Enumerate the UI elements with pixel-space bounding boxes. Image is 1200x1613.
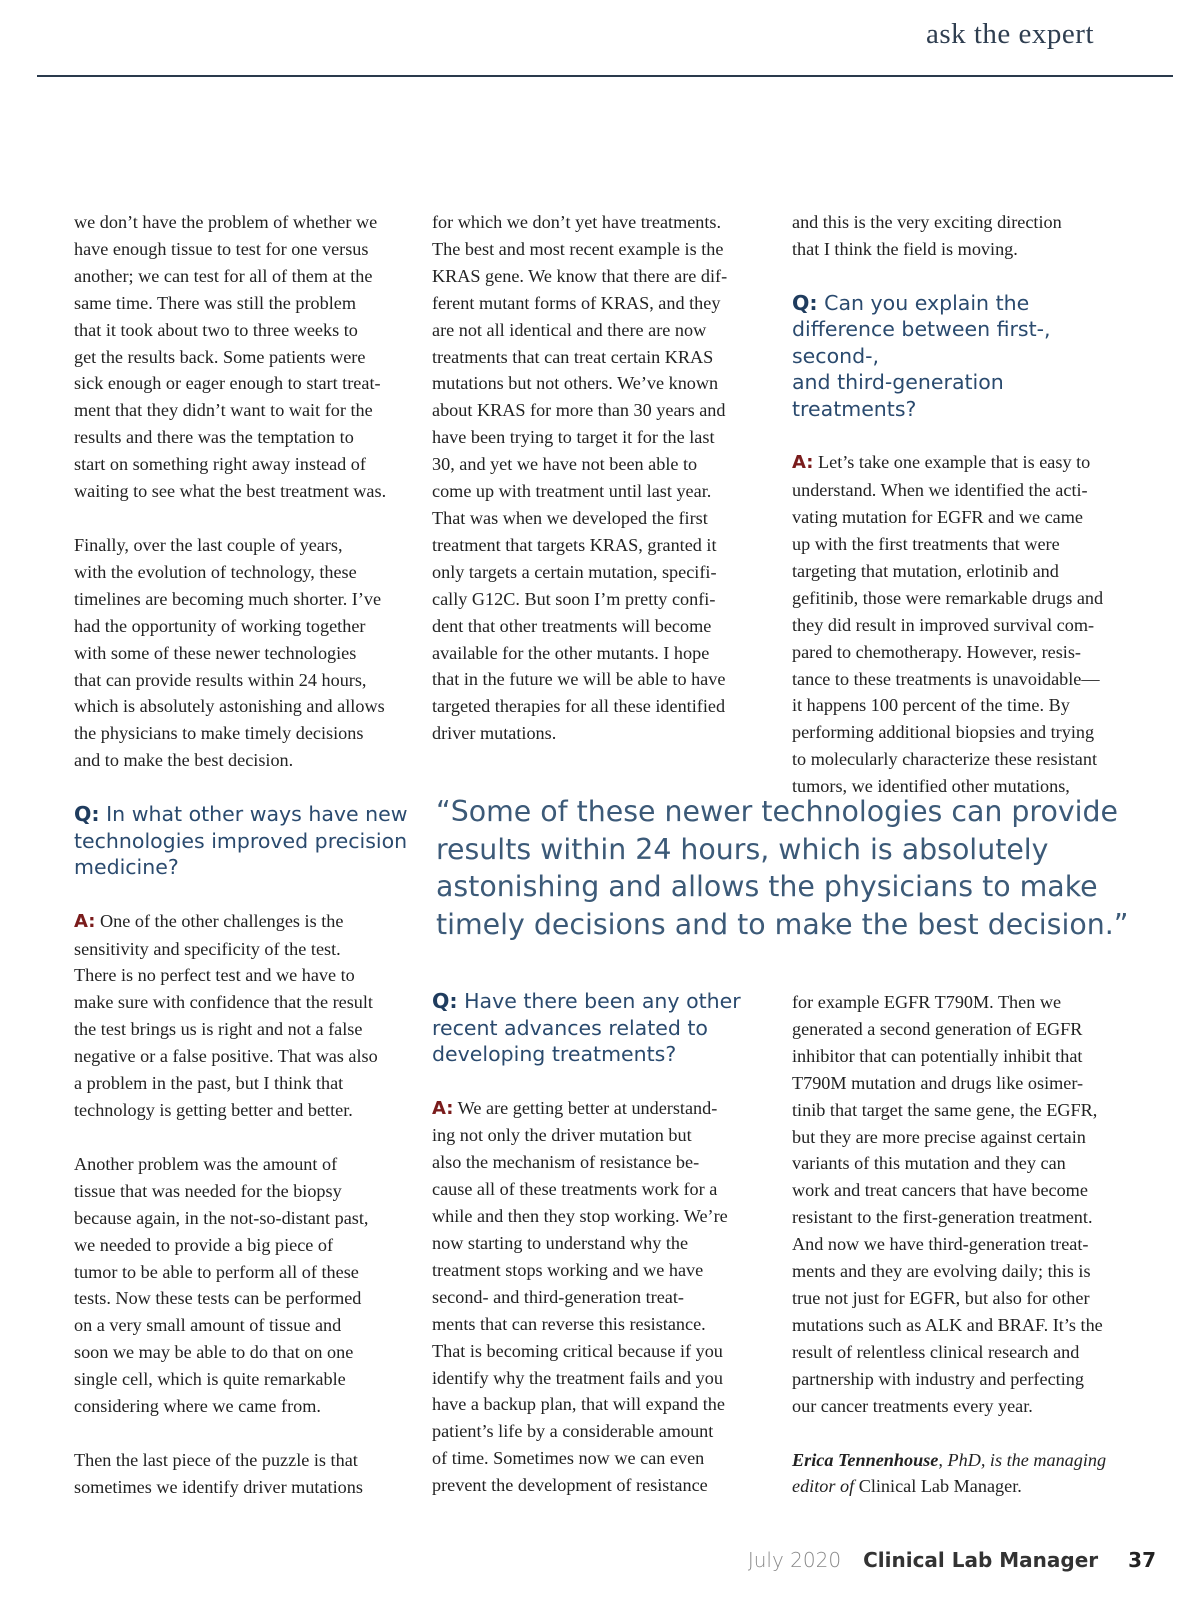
- pull-quote: “Some of these newer technologies can provide results within 24 hours, which is absolutely astonishing and allows the physicians to make timely decisions and to make the best decision.”: [436, 795, 1129, 941]
- answer-text: We are getting better at understand- ing not only the driver mutation but also the mechanism of resistance be- cause all of these treatments work for a while and then they stop working. We’re now starting to understand why the treatment stops working and we have second- and third-generation treat- ments that can reverse this resistance. That is becoming critical because if you identify why the treatment fails and you have a backup plan, that will expand the patient’s life by a considerable amount of time. Sometimes now we can even prevent the development of resistance: [432, 1097, 728, 1496]
- question-heading: [792, 290, 1128, 423]
- paragraph: we don’t have the problem of whether we have enough tissue to test for one versus another; we can test for all of them at the same time. There was still the problem that it took about two to three weeks to get the results back. Some patients were sick enough or eager enough to start treat- ment that they didn’t want to wait for the results and there was the temptation to start on something right away instead of waiting to see what the best treatment was.: [74, 212, 387, 502]
- column-2-bottom: [432, 988, 768, 1499]
- paragraph: and this is the very exciting direction that I think the field is moving.: [792, 212, 1062, 259]
- answer-text: Let’s take one example that is easy to understand. When we identified the acti- vating mutation for EGFR and we came up with the first treatments that were targeting that mutation, erlotinib and gefitinib, those were remarkable drugs and they did result in improved survival com- pared to chemotherapy. However, resis- tance to these treatments is unavoidable— it happens 100 percent of the time. By performing additional biopsies and trying to molecularly characterize these resistant tumors, we identified other mutations,: [792, 452, 1104, 797]
- answer-text: One of the other challenges is the sensitivity and specificity of the test. There is no perfect test and we have to make sure with confidence that the result the test brings us is right and not a false negative or a false positive. That was also a problem in the past, but I think that technology is getting better and better.: [74, 910, 378, 1120]
- paragraph: Then the last piece of the puzzle is that sometimes we identify driver mutations: [74, 1449, 363, 1497]
- answer-label: A:: [792, 452, 814, 474]
- answer-paragraph: [74, 908, 410, 1124]
- column-2-top: [432, 209, 768, 747]
- header-rule: [37, 75, 1173, 77]
- section-title: ask the expert: [925, 18, 1094, 50]
- question-heading: [432, 988, 768, 1068]
- question-label: Q:: [74, 802, 100, 827]
- answer-label: A:: [74, 910, 96, 932]
- answer-paragraph: [432, 1095, 768, 1500]
- publication-name: Clinical Lab Manager.: [858, 1476, 1022, 1497]
- question-label: Q:: [432, 989, 458, 1013]
- paragraph: Finally, over the last couple of years, with the evolution of technology, these timelines are becoming much shorter. I’ve had the opportunity of working together with some of these newer technologies that can provide results within 24 hours, which is absolutely astonishing and allows the physicians to make timely decisions and to make the best decision.: [74, 534, 385, 771]
- column-1: [74, 209, 410, 1501]
- magazine-name: Clinical Lab Manager: [863, 1548, 1099, 1572]
- paragraph: for which we don’t yet have treatments. The best and most recent example is the KRAS gene. We know that there are dif- ferent mutant forms of KRAS, and they are not all identical and there are now treatments that can treat certain KRAS mutations but not others. We’ve known about KRAS for more than 30 years and have been trying to target it for the last 30, and yet we have not been able to come up with treatment until last year. That was when we developed the first treatment that targets KRAS, granted it only targets a certain mutation, specifi- cally G12C. But soon I’m pretty confi- dent that other treatments will become available for the other mutants. I hope that in the future we will be able to have targeted therapies for all these identified driver mutations.: [432, 212, 728, 744]
- byline-text: , PhD, is the managing editor of: [792, 1449, 1107, 1497]
- paragraph: for example EGFR T790M. Then we generated a second generation of EGFR inhibitor that can potentially inhibit that T790M mutation and drugs like osimer- tinib that target the same gene, the EGFR, but they are more precise against certain variants of this mutation and they can work and treat cancers that have become resistant to the first-generation treatment. And now we have third-generation treat- ments and they are evolving daily; this is true not just for EGFR, but also for other mutations such as ALK and BRAF. It’s the result of relentless clinical research and partnership with industry and perfecting our cancer treatments every year.: [792, 992, 1103, 1416]
- issue-date: July 2020: [747, 1548, 842, 1572]
- question-text: Have there been any other recent advances related to developing treatments?: [432, 989, 741, 1066]
- page-number: 37: [1128, 1548, 1156, 1572]
- question-text: In what other ways have new technologies improved precision medicine?: [74, 802, 408, 880]
- answer-paragraph: [792, 449, 1128, 800]
- question-label: Q:: [792, 290, 818, 315]
- author-byline: [792, 1447, 1128, 1501]
- column-3-top: [792, 209, 1128, 800]
- question-heading: [74, 801, 410, 881]
- page-footer: [748, 1548, 1156, 1572]
- author-name: Erica Tennenhouse: [792, 1449, 939, 1470]
- answer-label: A:: [432, 1097, 454, 1119]
- question-text: Can you explain the difference between first-, second-, and third-generation treatments?: [792, 290, 1051, 421]
- paragraph: Another problem was the amount of tissue that was needed for the biopsy because again, in the not-so-distant past, we needed to provide a big piece of tumor to be able to perform all of these tests. Now these tests can be performed on a very small amount of tissue and soon we may be able to do that on one single cell, which is quite remarkable considering where we came from.: [74, 1153, 369, 1417]
- column-3-bottom: [792, 989, 1128, 1500]
